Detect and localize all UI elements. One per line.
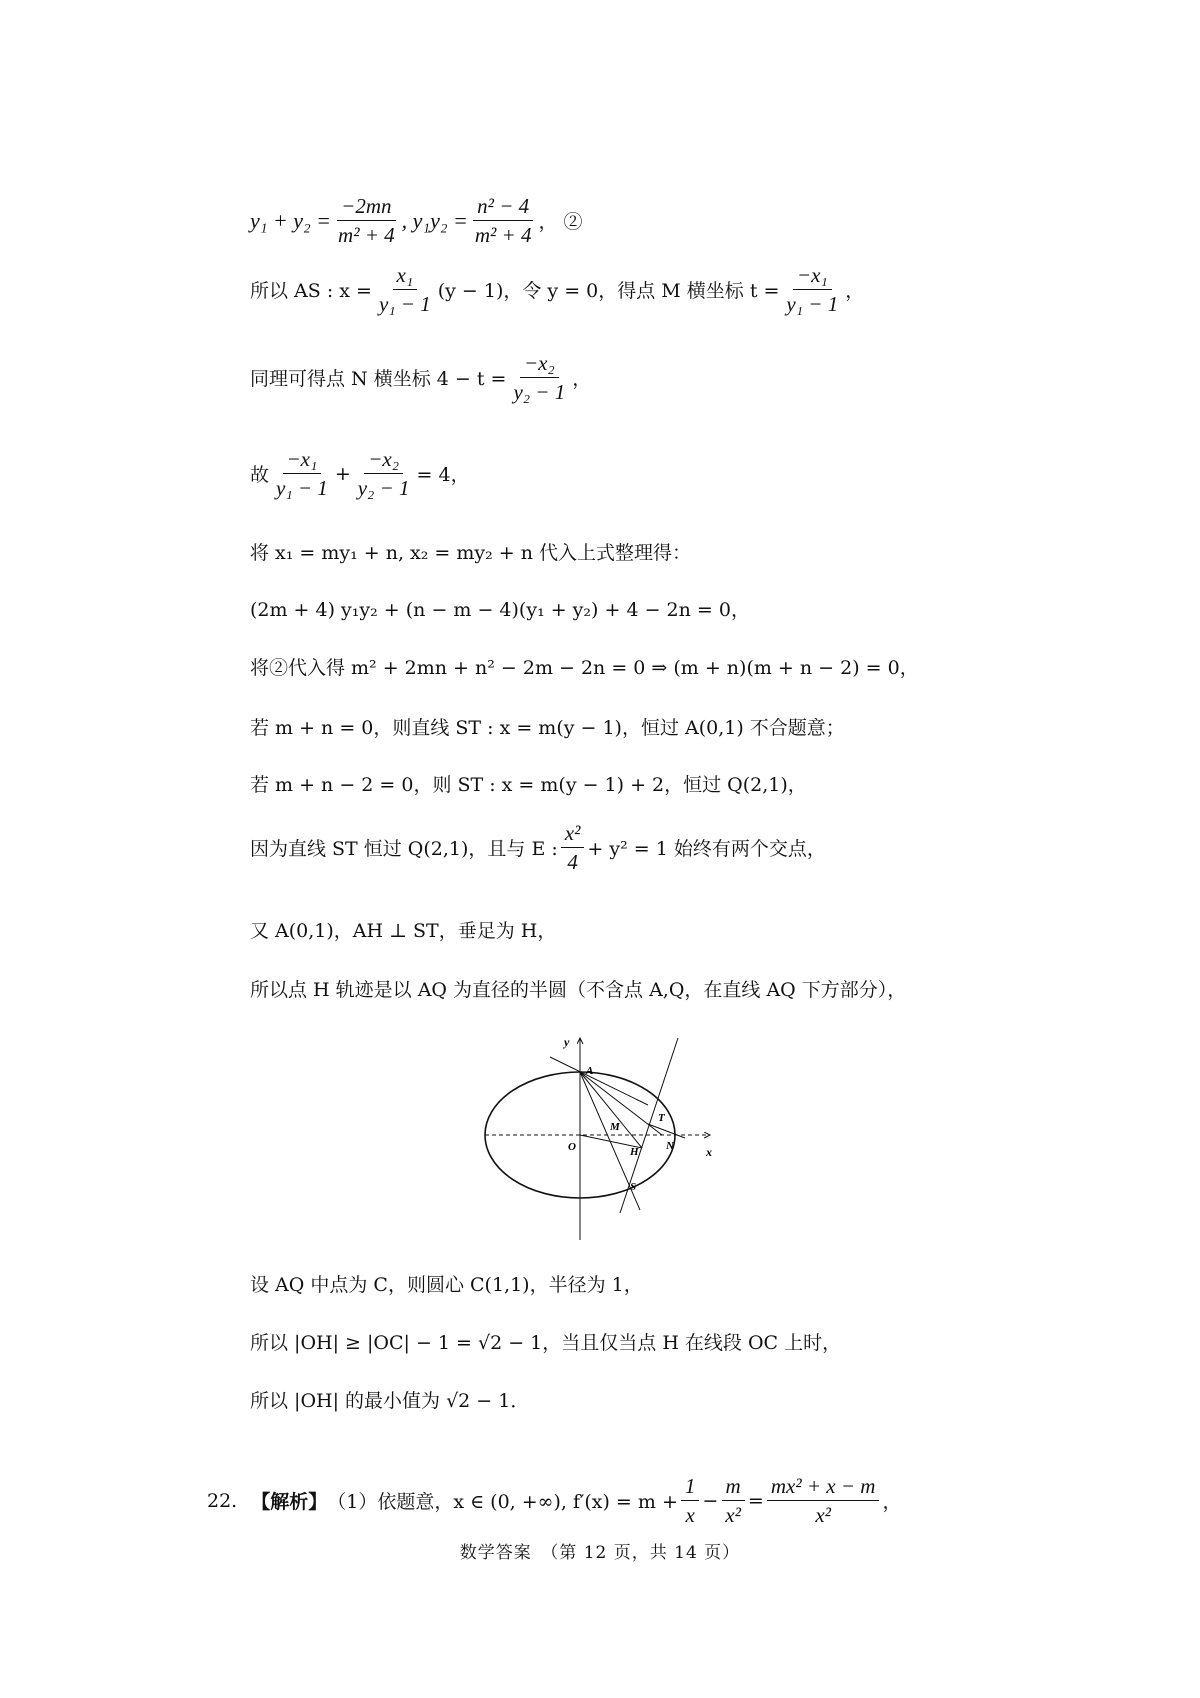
line-locus: 所以点 H 轨迹是以 AQ 为直径的半圆（不含点 A,Q，在直线 AQ 下方部分）， — [250, 979, 907, 1001]
line-min: 所以 |OH| 的最小值为 √2 − 1． — [250, 1390, 530, 1412]
line-expand: (2m + 4) y₁y₂ + (n − m − 4)(y₁ + y₂) + 4 − 2n = 0， — [250, 599, 750, 621]
label-t: T — [658, 1112, 665, 1124]
line-case1: 若 m + n = 0，则直线 ST : x = m(y − 1)，恒过 A(0,1) 不合题意； — [250, 717, 845, 739]
label-a: A — [586, 1065, 594, 1077]
fraction: $\frac{m}{\text{x²}}$ — [721, 1473, 745, 1528]
fraction: $\frac{-2mn}{\text{m² + 4}}$ — [338, 194, 395, 247]
line-factor: 将②代入得 m² + 2mn + n² − 2m − 2n = 0 ⇒ (m + n)(m + n − 2) = 0， — [250, 657, 919, 679]
fraction: $\frac{\text{−x₁}}{\text{y₁ − 1}}$ — [786, 263, 839, 316]
label-n: N — [666, 1140, 674, 1152]
fraction: $\frac{\text{x₁}}{\text{y₁ − 1}}$ — [378, 263, 431, 316]
geometry-figure — [480, 1030, 740, 1250]
line-substitute: 将 x₁ = my₁ + n, x₂ = my₂ + n 代入上式整理得： — [250, 542, 692, 564]
line-at — [580, 1072, 662, 1135]
line-case2: 若 m + n − 2 = 0，则 ST : x = m(y − 1) + 2，恒过 Q(2,1)， — [250, 774, 807, 796]
fraction: $\frac{1}{x}$ — [681, 1473, 700, 1528]
label-m: M — [610, 1121, 620, 1133]
fraction: $\frac{\text{−x₁}}{\text{y₁ − 1}}$ — [276, 447, 328, 500]
question-22: 22. 【解析】 （1）依题意，x ∈ (0, +∞), f′(x) = m + $\frac{1}{x}$ − $\frac{m}{\text{x²}}$ = $\frac{\text{mx² + x − m}}{\text{x²}}$ ， — [207, 1474, 902, 1527]
line-tn — [648, 1124, 685, 1138]
analysis-tag: 【解析】 — [251, 1491, 328, 1513]
line-foot: 又 A(0,1)，AH ⊥ ST，垂足为 H， — [250, 920, 557, 942]
line-n: 同理可得点 N 横坐标 4 − t = $\frac{\text{−x₂}}{\text{y₂ − 1}}$ ， — [250, 351, 592, 404]
line-inequality: 所以 |OH| ≥ |OC| − 1 = √2 − 1，当且仅当点 H 在线段 OC 上时， — [250, 1332, 842, 1354]
vieta-left: y₁ + y₂ = — [250, 207, 332, 233]
fraction: $\frac{\text{−x₂}}{\text{y₂ − 1}}$ — [357, 447, 410, 500]
label-y: y — [564, 1035, 570, 1049]
fraction: $\frac{\text{n² − 4}}{\text{m² + 4}}$ — [474, 194, 532, 247]
label-x: x — [706, 1145, 712, 1159]
fraction: $\frac{\text{−x₂}}{\text{y₂ − 1}}$ — [513, 351, 566, 404]
label-s: S — [630, 1181, 637, 1193]
line-as: 所以 AS : x = $\frac{\text{x₁}}{\text{y₁ − 1}}$ (y − 1)，令 y = 0，得点 M 横坐标 t = $\frac{\text{−x₁}}{\text{y₁ − 1}}$ ， — [250, 263, 865, 316]
eq-vieta: y₁ + y₂ = $\frac{-2mn}{\text{m² + 4}}$ , y₁y₂ = $\frac{\text{n² − 4}}{\text{m² + 4}}$ ， ② — [250, 194, 583, 247]
line-ellipse: 因为直线 ST 恒过 Q(2,1)，且与 E : $\frac{\text{x²}}{4}$ + y² = 1 始终有两个交点， — [250, 821, 826, 874]
line-midpoint: 设 AQ 中点为 C，则圆心 C(1,1)，半径为 1， — [250, 1274, 643, 1296]
label-h: H — [630, 1146, 639, 1158]
question-number: 22. — [207, 1489, 238, 1512]
line-through-a — [550, 1057, 648, 1105]
label-o: O — [568, 1141, 576, 1153]
line-sum: 故 $\frac{\text{−x₁}}{\text{y₁ − 1}}$ + $\frac{\text{−x₂}}{\text{y₂ − 1}}$ = 4， — [250, 447, 470, 500]
fraction: $\frac{\text{x²}}{4}$ — [561, 820, 585, 875]
fraction: $\frac{\text{mx² + x − m}}{\text{x²}}$ — [767, 1473, 880, 1528]
page-footer: 数学答案 （第 12 页，共 14 页） — [459, 1543, 741, 1563]
